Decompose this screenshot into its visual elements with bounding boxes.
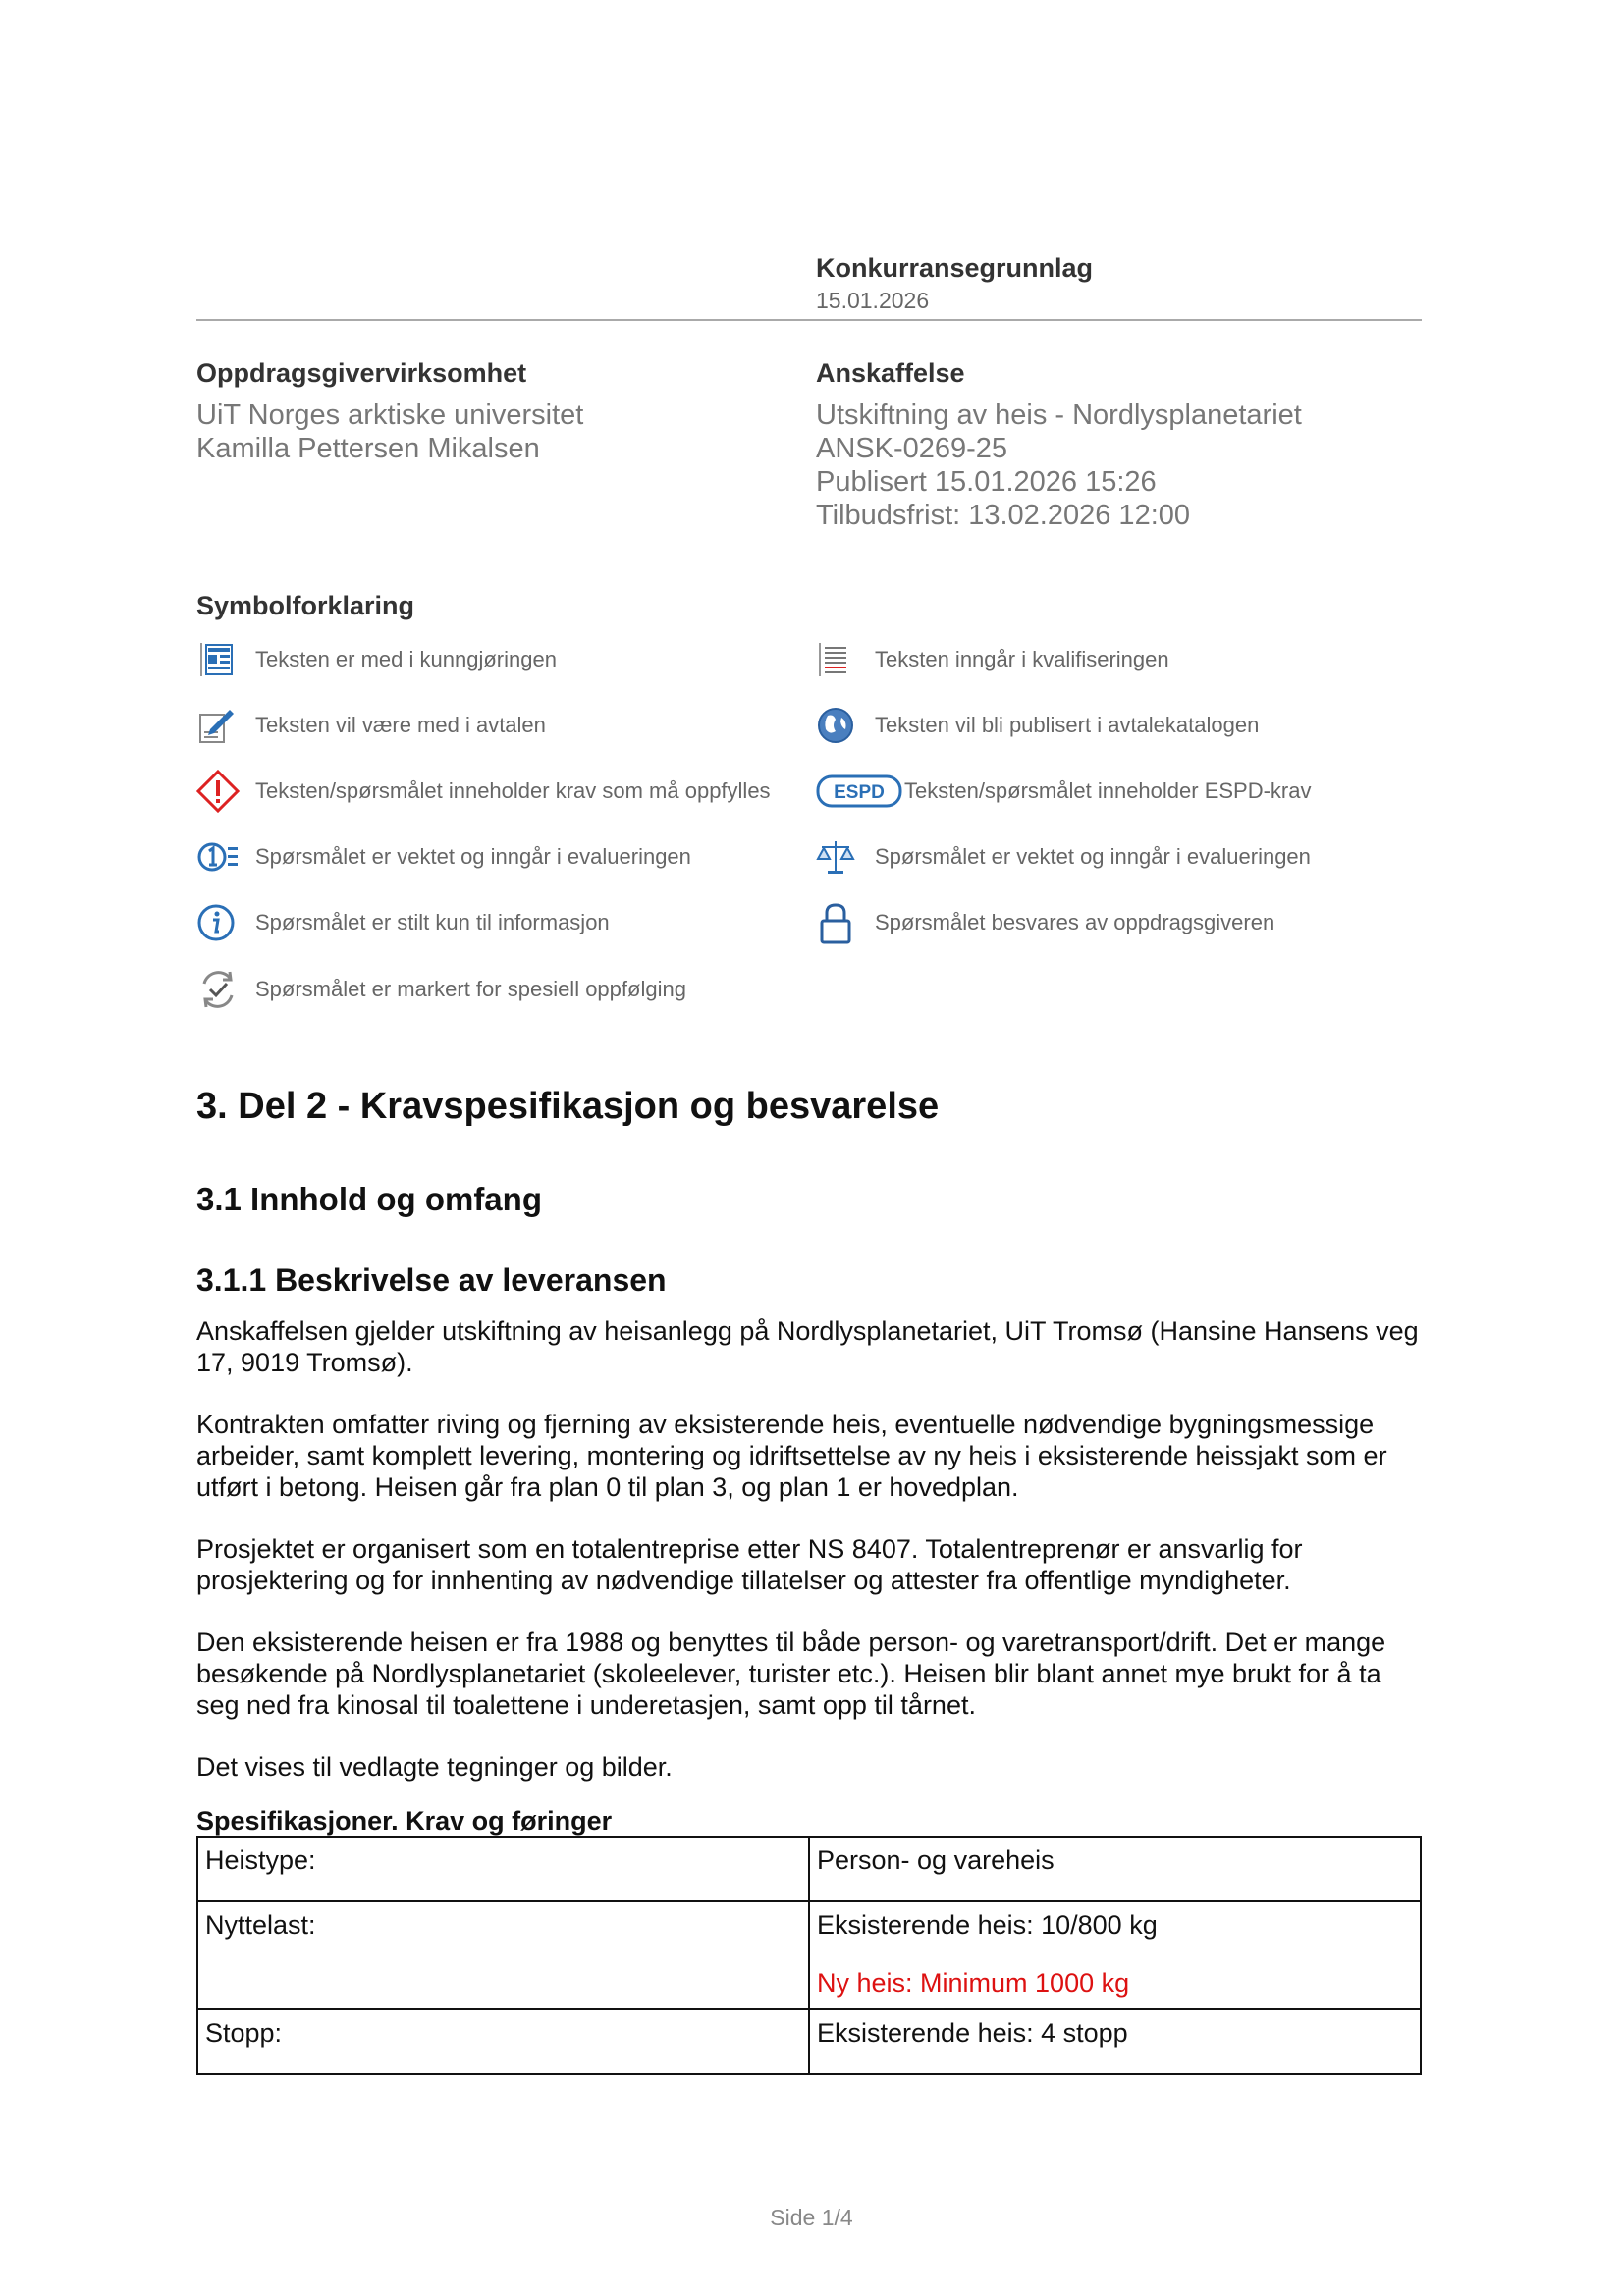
lock-icon (816, 901, 863, 944)
legend-item (196, 901, 610, 944)
subsection-heading: 3.1 Innhold og omfang (196, 1181, 542, 1217)
legend-text: Spørsmålet er vektet og inngår i evalueringen (875, 844, 1311, 869)
announcement-icon (196, 638, 243, 681)
contract-pen-icon (196, 704, 243, 747)
legend-item (196, 704, 546, 747)
subsubsection-heading: 3.1.1 Beskrivelse av leveransen (196, 1262, 667, 1298)
cell-value-text: Person- og vareheis (817, 1845, 1055, 1875)
client-organization: UiT Norges arktiske universitet (196, 400, 584, 431)
header-divider (196, 319, 1422, 321)
legend-item (816, 901, 1274, 944)
client-heading: Oppdragsgivervirksomhet (196, 358, 527, 388)
paragraph: Prosjektet er organisert som en totalentreprise etter NS 8407. Totalentreprenør er ansvarlig for prosjektering og for innhenting av nødvendige tillatelser og attester fra offentlige myndigheter. (196, 1534, 1303, 1595)
qualification-list-icon (816, 638, 863, 681)
table-cell-label: Stopp: (197, 2009, 809, 2074)
espd-badge-icon (816, 770, 904, 813)
spec-table (196, 1836, 1422, 2075)
legend-text: Spørsmålet er stilt kun til informasjon (255, 910, 610, 934)
page-number: Side 1/4 (770, 2205, 853, 2230)
table-cell-value (809, 1837, 1421, 1901)
legend-item (196, 638, 557, 681)
legend-text: Spørsmålet er markert for spesiell oppfølging (255, 977, 686, 1001)
followup-check-icon (196, 968, 243, 1011)
legend-text: Spørsmålet er vektet og inngår i evalueringen (255, 844, 691, 869)
globe-icon (816, 704, 863, 747)
cell-requirement-text: Ny heis: Minimum 1000 kg (817, 1968, 1130, 1998)
table-cell-value (809, 1901, 1421, 2009)
procurement-heading: Anskaffelse (816, 358, 965, 388)
client-contact: Kamilla Pettersen Mikalsen (196, 433, 540, 464)
section-heading: 3. Del 2 - Kravspesifikasjon og besvarelse (196, 1086, 940, 1127)
legend-text: Teksten/spørsmålet inneholder ESPD-krav (904, 778, 1312, 803)
legend-item (196, 835, 691, 879)
legend-text: Teksten vil være med i avtalen (255, 713, 546, 737)
client-block (196, 358, 583, 465)
scales-icon (816, 835, 863, 879)
legend-text: Teksten vil bli publisert i avtalekatalogen (875, 713, 1260, 737)
weighted-number-icon (196, 835, 243, 879)
legend-text: Teksten er med i kunngjøringen (255, 647, 557, 671)
cell-value-text: Eksisterende heis: 10/800 kg (817, 1910, 1158, 1940)
info-icon (196, 901, 243, 944)
symbol-legend-heading: Symbolforklaring (196, 591, 415, 620)
legend-text: Teksten inngår i kvalifiseringen (875, 647, 1169, 671)
legend-item (816, 835, 1311, 879)
procurement-published: Publisert 15.01.2026 15:26 (816, 466, 1157, 498)
legend-item (816, 770, 1312, 813)
paragraph: Det vises til vedlagte tegninger og bilder. (196, 1752, 673, 1782)
espd-badge-label: ESPD (834, 782, 885, 803)
legend-text: Teksten/spørsmålet inneholder krav som må oppfylles (255, 778, 771, 803)
legend-item (196, 968, 686, 1011)
document-date: 15.01.2026 (816, 288, 930, 313)
cell-value-text: Eksisterende heis: 4 stopp (817, 2018, 1128, 2048)
legend-item (816, 638, 1169, 681)
spec-table-title: Spesifikasjoner. Krav og føringer (196, 1806, 613, 1836)
table-cell-value (809, 2009, 1421, 2074)
table-cell-label: Nyttelast: (197, 1901, 809, 2009)
legend-item (196, 770, 771, 813)
table-row (197, 2009, 1421, 2074)
warning-diamond-icon (196, 770, 243, 813)
procurement-deadline: Tilbudsfrist: 13.02.2026 12:00 (816, 500, 1191, 531)
legend-item (816, 704, 1259, 747)
procurement-name: Utskiftning av heis - Nordlysplanetariet (816, 400, 1302, 431)
procurement-id: ANSK-0269-25 (816, 433, 1008, 464)
table-row (197, 1901, 1421, 2009)
paragraph: Den eksisterende heisen er fra 1988 og benyttes til både person- og varetransport/drift. Det er mange besøkende på Nordlysplanetariet (skoleelever, turister etc.). Heisen blir blant annet mye brukt for å ta seg ned fra kinosal til toalettene i underetasjen, samt opp til tårnet. (196, 1628, 1386, 1720)
paragraph: Anskaffelsen gjelder utskiftning av heisanlegg på Nordlysplanetariet, UiT Tromsø (Hansine Hansens veg 17, 9019 Tromsø). (196, 1316, 1419, 1377)
document-header (816, 253, 1093, 314)
procurement-block (816, 358, 1302, 532)
document-title: Konkurransegrunnlag (816, 253, 1094, 283)
table-cell-label: Heistype: (197, 1837, 809, 1901)
table-row (197, 1837, 1421, 1901)
legend-text: Spørsmålet besvares av oppdragsgiveren (875, 910, 1275, 934)
paragraph: Kontrakten omfatter riving og fjerning av eksisterende heis, eventuelle nødvendige bygningsmessige arbeider, samt komplett levering, montering og idriftsettelse av ny heis i eksisterende heissjakt som er utført i betong. Heisen går fra plan 0 til plan 3, og plan 1 er hovedplan. (196, 1410, 1387, 1502)
